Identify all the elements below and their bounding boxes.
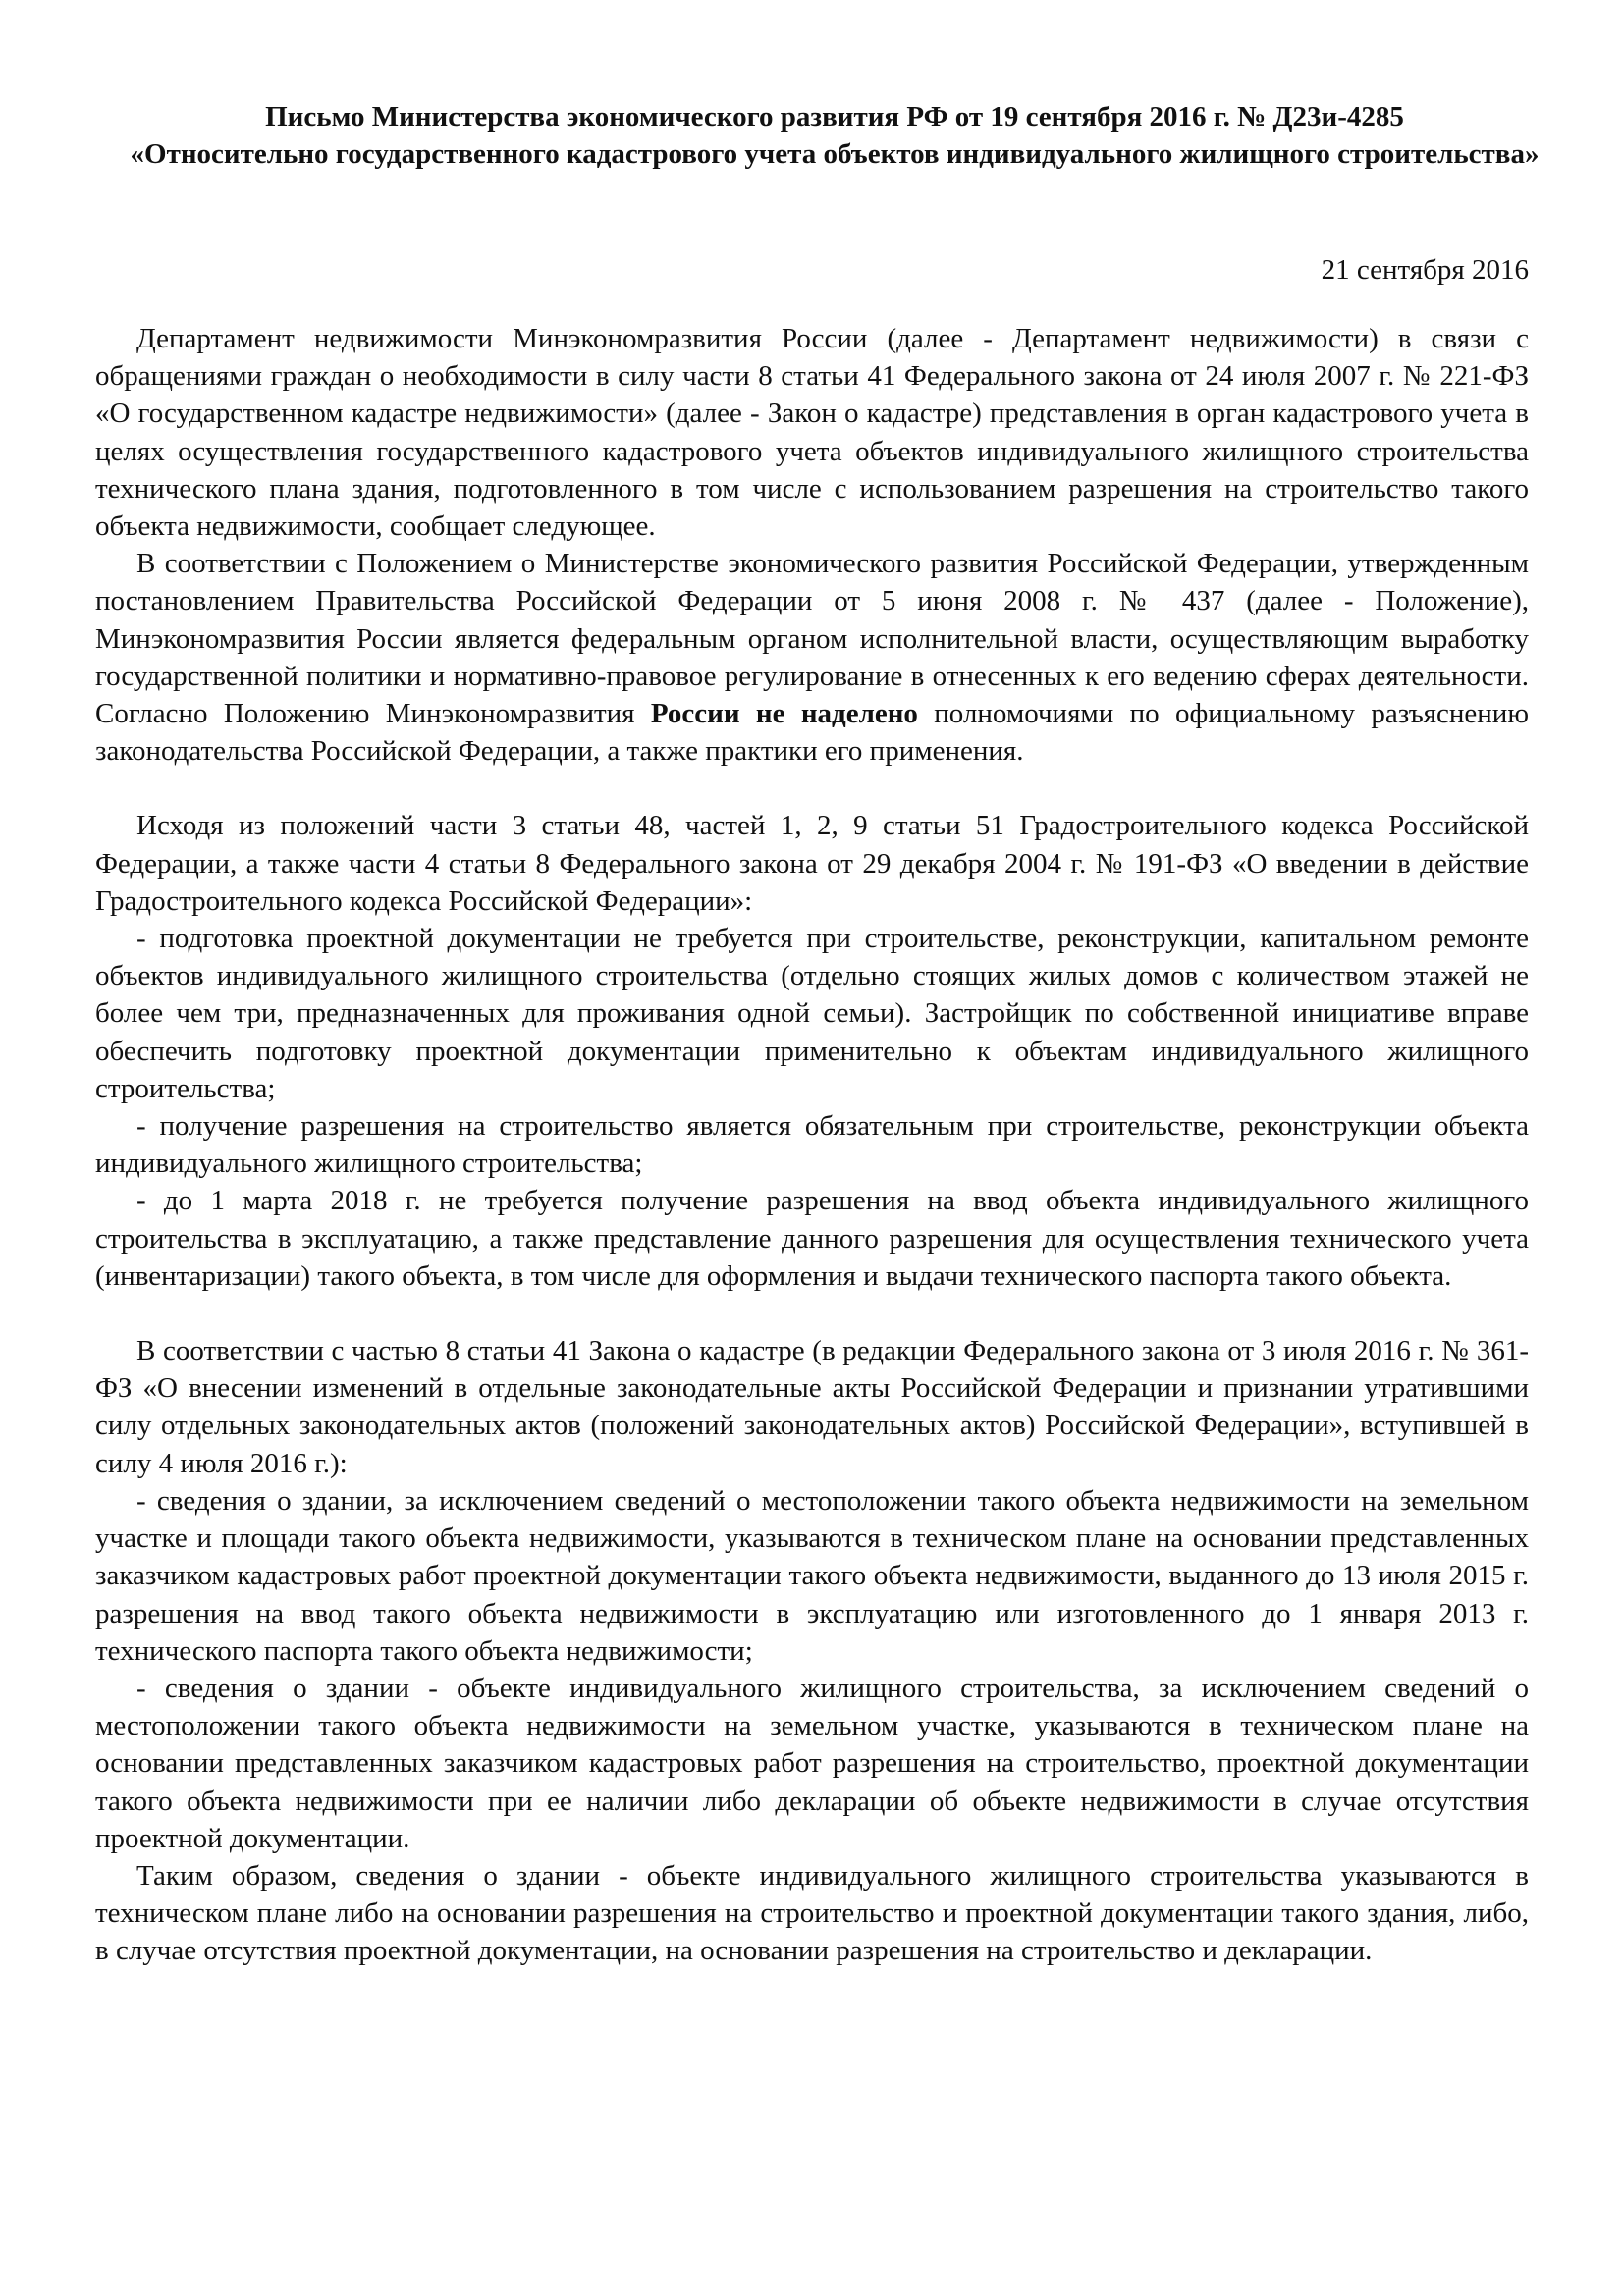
document-body <box>95 320 1529 1970</box>
list-item-3: - до 1 марта 2018 г. не требуется получение разрешения на ввод объекта индивидуального жилищного строительства в эксплуатацию, а также представление данного разрешения для осуществления технического учета (инвентаризации) такого объекта, в том числе для оформления и выдачи технического паспорта такого объекта. <box>95 1185 1529 1292</box>
list-item-1: - подготовка проектной документации не требуется при строительстве, реконструкции, капитальном ремонте объектов индивидуального жилищного строительства (отдельно стоящих жилых домов с количеством этажей не более чем три, предназначенных для проживания одной семьи). Застройщик по собственной инициативе вправе обеспечить подготовку проектной документации применительно к объектам индивидуального жилищного строительства; <box>95 923 1529 1104</box>
paragraph-conclusion: Таким образом, сведения о здании - объекте индивидуального жилищного строительства указываются в техническом плане либо на основании разрешения на строительство и проектной документации такого здания, либо, в случае отсутствия проектной документации, на основании разрешения на строительство и декларации. <box>95 1859 1529 1967</box>
paragraph-4: В соответствии с частью 8 статьи 41 Закона о кадастре (в редакции Федерального закона от 3 июля 2016 г. № 361-ФЗ «О внесении изменений в отдельные законодательные акты Российской Федерации и признании утратившими силу отдельных законодательных актов (положений законодательных актов) Российской Федерации», вступившей в силу 4 июля 2016 г.): <box>95 1335 1529 1479</box>
paragraph-2 <box>95 545 1529 770</box>
document-title: Письмо Министерства экономического развития РФ от 19 сентября 2016 г. № Д23и-4285 <box>265 101 1404 133</box>
paragraph-3: Исходя из положений части 3 статьи 48, частей 1, 2, 9 статьи 51 Градостроительного кодекса Российской Федерации, а также части 4 статьи 8 Федерального закона от 29 декабря 2004 г. № 191-ФЗ «О введении в действие Градостроительного кодекса Российской Федерации»: <box>95 810 1529 917</box>
document-subtitle: «Относительно государственного кадастрового учета объектов индивидуального жилищного строительства» <box>130 138 1540 170</box>
paragraph-2-start: В соответствии с Положением о Министерстве экономического развития Российской Федерации, утвержденным постановлением Правительства Российской Федерации от 5 июня 2008 г. № 437 (далее - Положение), Минэкономразвития России является федеральным органом исполнительной власти, осуществляющим выработку государственной политики и нормативно-правовое регулирование в отнесенных к его ведению сферах деятельности. Согласно Положению Минэкономразвития <box>95 548 1529 730</box>
list-item-5: - сведения о здании - объекте индивидуального жилищного строительства, за исключением сведений о местоположении такого объекта недвижимости на земельном участке, указываются в техническом плане на основании представленных заказчиком кадастровых работ разрешения на строительство, проектной документации такого объекта недвижимости при ее наличии либо декларации об объекте недвижимости в случае отсутствия проектной документации. <box>95 1672 1529 1854</box>
paragraph-2-bold: России не наделено <box>650 698 918 730</box>
document-date: 21 сентября 2016 <box>1321 254 1529 286</box>
paragraph-2-end: полномочиями по официальному разъяснению законодательства Российской Федерации, а также практики его применения. <box>95 698 1529 768</box>
list-item-4: - сведения о здании, за исключением сведений о местоположении такого объекта недвижимости на земельном участке и площади такого объекта недвижимости, указываются в техническом плане на основании представленных заказчиком кадастровых работ проектной документации такого объекта недвижимости, выданного до 13 июля 2015 г. разрешения на ввод такого объекта недвижимости в эксплуатацию или изготовленного до 1 января 2013 г. технического паспорта такого объекта недвижимости; <box>95 1484 1529 1667</box>
paragraph-1: Департамент недвижимости Минэкономразвития России (далее - Департамент недвижимости) в связи с обращениями граждан о необходимости в силу части 8 статьи 41 Федерального закона от 24 июля 2007 г. № 221-ФЗ «О государственном кадастре недвижимости» (далее - Закон о кадастре) представления в орган кадастрового учета в целях осуществления государственного кадастрового учета объектов индивидуального жилищного строительства технического плана здания, подготовленного в том числе с использованием разрешения на строительство такого объекта недвижимости, сообщает следующее. <box>95 323 1529 543</box>
list-item-2: - получение разрешения на строительство является обязательным при строительстве, реконструкции объекта индивидуального жилищного строительства; <box>95 1110 1529 1180</box>
